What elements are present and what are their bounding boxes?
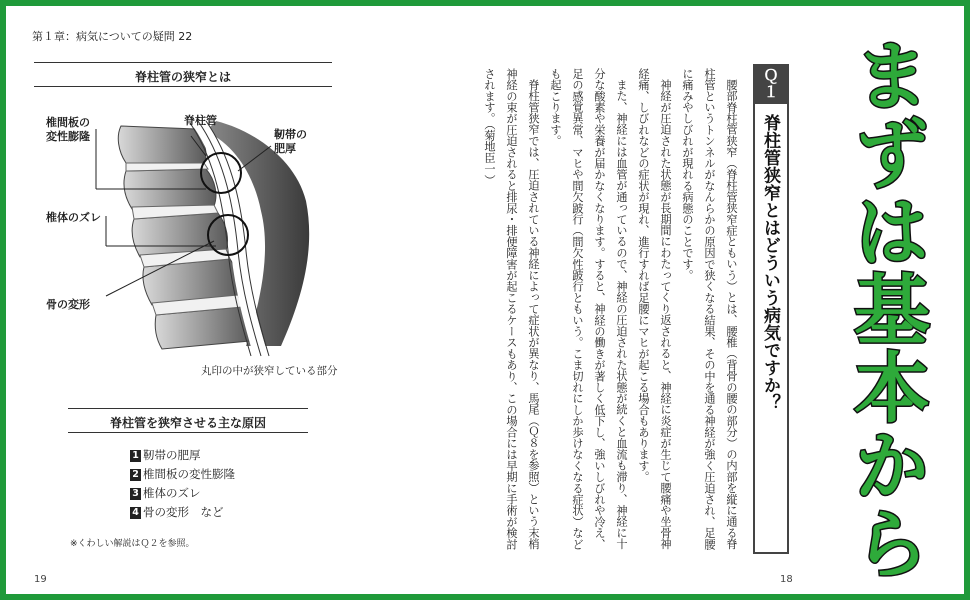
label-vertebra-slip: 椎体のズレ	[46, 211, 101, 224]
chapter-header: 第１章：病気についての疑問 22	[32, 30, 193, 43]
section-rule	[68, 408, 308, 409]
page-number-left: 19	[34, 574, 47, 585]
footnote: ※くわしい解説はＱ２を参照。	[70, 539, 195, 549]
list-item	[130, 446, 235, 465]
paragraph: また、神経には血管が通っているので、神経の圧迫された状態が続くと血流も滞り、神経に十分な酸素や栄養が届かなくなります。すると、神経の働きが著しく低下し、強いしびれや冷え、足の感覚異常、マヒや間欠跛行（間欠性跛行ともいう。こま切れにしか歩けなくなる症状）なども起こります。	[549, 68, 628, 550]
cause-text: 椎体のズレ	[143, 486, 201, 500]
number-badge: 1	[130, 450, 141, 462]
label-spinal-canal: 脊柱管	[184, 114, 217, 127]
list-item	[130, 484, 235, 503]
section-title-graphic	[821, 26, 951, 586]
section-title-causes: 脊柱管を狭窄させる主な原因	[109, 416, 266, 430]
paragraph: 脊柱管狭窄では、圧迫されている神経によって症状が異なり、馬尾（Ｑ８を参照）という末梢神経の束が圧迫されると排尿・排便障害が起こるケースもあり、この場合には早期に手術が検討されます。（菊地臣一）	[483, 68, 540, 550]
question-number-badge: Ｑ１	[753, 64, 789, 104]
article-body	[474, 68, 742, 558]
cause-text: 椎間板の変性膨隆	[143, 467, 235, 481]
label-disc-bulge: 椎間板の 変性膨隆	[46, 116, 90, 143]
section-title-stenosis: 脊柱管の狭窄とは	[134, 70, 231, 84]
number-badge: 2	[130, 469, 141, 481]
paragraph: 神経が圧迫された状態が長期間にわたってくり返されると、神経に炎症が生じて腰痛や坐骨神経痛、しびれなどの症状が現れ、進行すれば足腰にマヒが起こる場合もあります。	[637, 68, 672, 550]
cause-text: 靭帯の肥厚	[143, 448, 201, 462]
list-item	[130, 503, 235, 522]
section-rule	[34, 62, 332, 63]
title-graphic-text: まずは基本から	[841, 36, 931, 582]
section-rule	[34, 86, 332, 87]
section-rule	[68, 432, 308, 433]
illustration-caption: 丸印の中が狭窄している部分	[201, 365, 338, 377]
causes-list	[130, 446, 235, 522]
paragraph: 腰部脊柱管狭窄（脊柱管狭窄症ともいう）とは、腰椎（背骨の腰の部分）の内部を縦に通る脊柱管というトンネルがなんらかの原因で狭くなる結果、その中を通る神経が強く圧迫され、足腰に痛みやしびれが現れる病態のことです。	[681, 68, 738, 550]
page-number-right: 18	[780, 574, 793, 585]
number-badge: 4	[130, 507, 141, 519]
list-item	[130, 465, 235, 484]
label-bone-deformity: 骨の変形	[46, 298, 90, 311]
number-badge: 3	[130, 488, 141, 500]
label-ligament: 靭帯の 肥厚	[274, 128, 307, 155]
question-title: 脊柱管狭窄とはどういう病気ですか？	[760, 114, 780, 412]
cause-text: 骨の変形 など	[143, 505, 224, 519]
